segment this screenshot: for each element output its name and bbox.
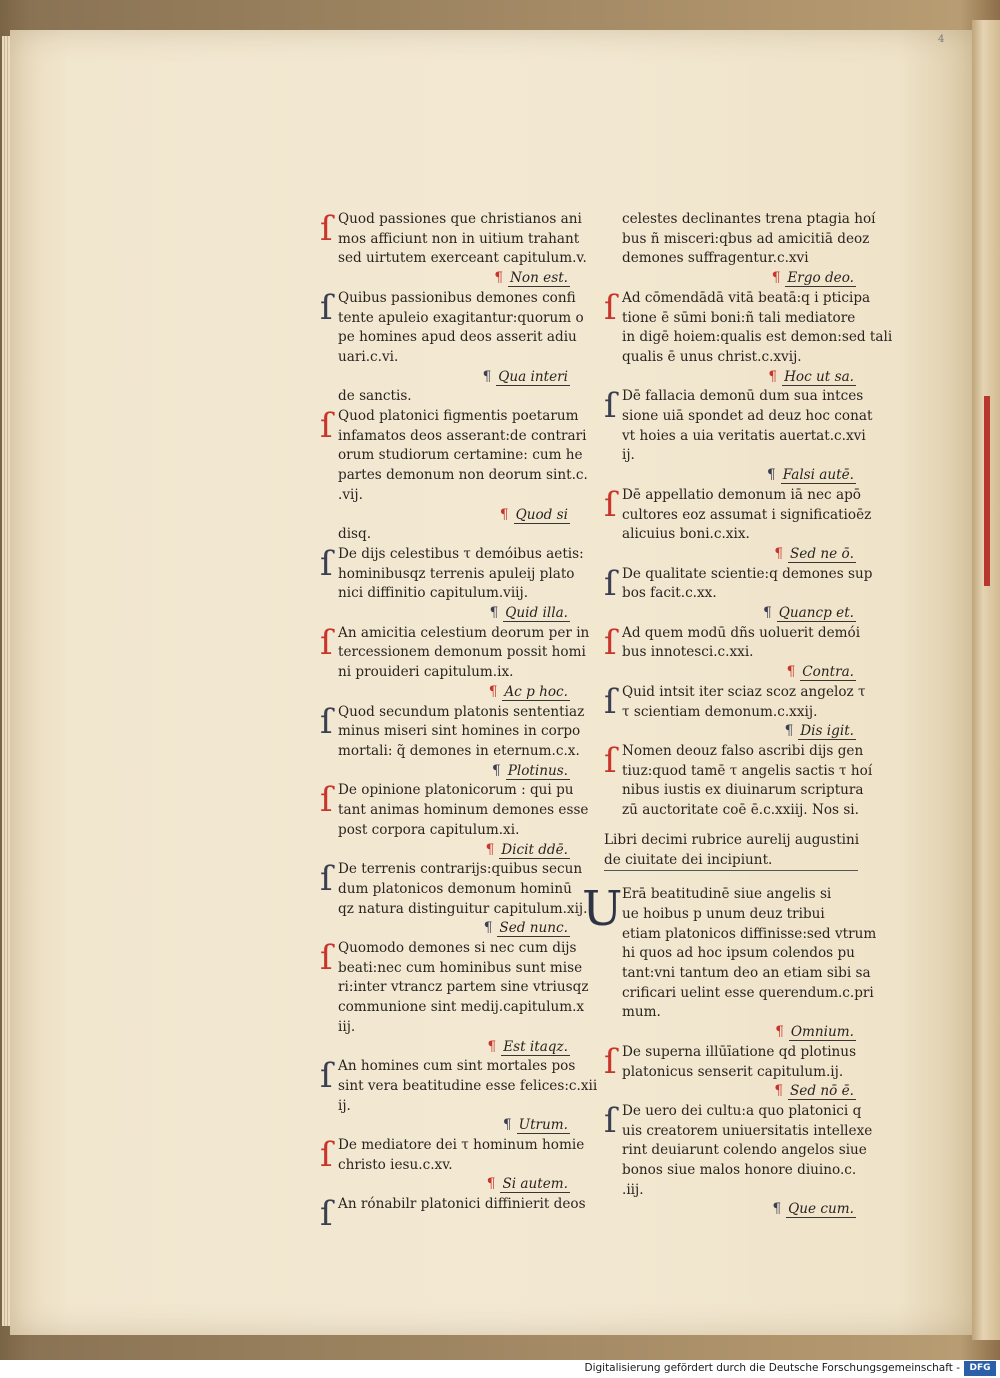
- text-line: iij.: [338, 1018, 356, 1035]
- rubric-entry: [320, 543, 584, 624]
- paragraph-mark-icon: ſ: [320, 543, 333, 584]
- text-line: rint deuiarunt colendo angelos siue: [622, 1142, 867, 1159]
- text-line: tant:vni tantum deo an etiam sibi sa: [622, 965, 871, 982]
- paragraph-mark-icon: ſ: [604, 1100, 617, 1141]
- text-line: bonos siue malos honore diuino.c.: [622, 1162, 857, 1179]
- dfg-logo: DFG: [964, 1361, 996, 1376]
- text-line: Quod secundum platonis sententiaz: [338, 703, 585, 720]
- rubric-entry: [604, 287, 893, 388]
- paragraph-mark-icon: ſ: [320, 1135, 333, 1176]
- text-line: Quid intsit iter sciaz scoz angeloz τ: [622, 683, 866, 700]
- text-line: communione sint medij.capitulum.x: [338, 999, 585, 1016]
- catchword-text: Sed nō ē.: [789, 1083, 854, 1100]
- cue-mark-icon: ¶: [492, 762, 501, 779]
- text-line: ri:inter vtrancz partem sine vtriusqz: [338, 979, 589, 996]
- catchword: [338, 269, 572, 289]
- text-line: De mediatore dei τ hominum homie: [338, 1137, 585, 1154]
- cue-mark-icon: ¶: [772, 1201, 782, 1218]
- text-line: zū auctoritate coē ē.c.xxiij. Nos si.: [622, 802, 859, 819]
- rubric-entry: [320, 780, 589, 860]
- rubric-entry: [320, 406, 588, 545]
- paragraph-mark-icon: ſ: [604, 622, 617, 663]
- catchword: [338, 841, 572, 861]
- paragraph-mark-icon: ſ: [320, 780, 333, 821]
- text-line: mum.: [622, 1004, 661, 1021]
- catchword-text: Plotinus.: [507, 762, 568, 779]
- rubric-entry: [320, 859, 588, 939]
- right-text-column: [582, 210, 893, 1220]
- spacer: [604, 871, 858, 885]
- cue-mark-icon: ¶: [488, 683, 498, 700]
- catchword: [338, 683, 572, 703]
- catchword-text: Qua interi: [498, 368, 568, 385]
- text-line: An homines cum sint mortales pos: [338, 1058, 576, 1075]
- catchword: [338, 604, 572, 624]
- catchword: [622, 1200, 858, 1220]
- text-line: .vij.: [338, 486, 363, 503]
- text-line: sint vera beatitudine esse felices:c.xii: [338, 1077, 598, 1094]
- text-line: nibus iustis ex diuinarum scriptura: [622, 782, 864, 799]
- paragraph-mark-icon: ſ: [604, 1041, 617, 1082]
- catchword-text: Que cum.: [788, 1201, 854, 1218]
- text-line: Ad cōmendādā vitā beatā:q i pticipa: [622, 289, 871, 306]
- cue-mark-icon: ¶: [482, 368, 492, 385]
- text-line: qz natura distinguitur capitulum.xij.: [338, 900, 588, 917]
- rubric-entry: [604, 1100, 873, 1220]
- rubric-entry: [320, 1194, 586, 1235]
- text-line: minus miseri sint homines in corpo: [338, 723, 581, 740]
- text-line: Dē appellatio demonum iā nec apō: [622, 486, 861, 503]
- rubric-entry: [320, 1135, 585, 1195]
- paragraph-mark-icon: ſ: [320, 406, 333, 447]
- paragraph-mark-icon: ſ: [320, 859, 333, 900]
- text-line: Ad quem modū dñs uoluerit demói: [622, 624, 861, 641]
- text-line: An amicitia celestium deorum per in: [338, 624, 590, 641]
- catchword: [338, 1175, 572, 1195]
- paragraph-mark-icon: ſ: [604, 287, 617, 328]
- text-line: pe homines apud deos asserit adiu: [338, 329, 577, 346]
- text-line: celestes declinantes trena ptagia hoí: [622, 211, 876, 227]
- rubric-entry: [604, 1043, 858, 1102]
- catchword-text: Omnium.: [790, 1024, 854, 1041]
- cue-mark-icon: ¶: [763, 605, 772, 622]
- footer-credit: Digitalisierung gefördert durch die Deutsche Forschungsgemeinschaft -: [584, 1362, 960, 1374]
- rubric-entry: [320, 701, 585, 782]
- text-line: bos facit.c.xx.: [622, 585, 717, 602]
- cue-mark-icon: ¶: [784, 723, 794, 740]
- rubric-entry: [320, 209, 587, 289]
- text-line: dum platonicos demonum hominū: [338, 880, 572, 897]
- paragraph-mark-icon: ſ: [604, 740, 617, 781]
- rubric-entry: [320, 287, 584, 407]
- rubric-entry: [604, 622, 861, 683]
- catchword: [622, 466, 858, 486]
- catchword-text: Sed nunc.: [499, 920, 568, 937]
- text-line: De qualitate scientie:q demones sup: [622, 565, 873, 582]
- rubric-entry: [320, 1056, 598, 1136]
- cue-mark-icon: ¶: [771, 270, 781, 287]
- text-line: uis creatorem uniuersitatis intellexe: [622, 1122, 873, 1139]
- text-line: beati:nec cum hominibus sunt mise: [338, 959, 583, 976]
- text-line: τ scientiam demonum.c.xxij.: [622, 703, 818, 720]
- text-line: hominibusqz terrenis apuleij plato: [338, 565, 575, 582]
- text-line: bus innotesci.c.xxi.: [622, 644, 754, 661]
- cue-mark-icon: ¶: [775, 1024, 784, 1041]
- text-line: De dijs celestibus τ demóibus aetis:: [338, 545, 584, 562]
- catchword-text: Falsi autē.: [782, 467, 854, 484]
- text-line: alicuius boni.c.xix.: [622, 526, 750, 543]
- cue-mark-icon: ¶: [483, 920, 493, 937]
- book-heading: [604, 831, 858, 871]
- text-line: Quod platonici figmentis poetarum: [338, 408, 579, 425]
- text-line: Dē fallacia demonū dum sua intces: [622, 388, 864, 405]
- text-line: christo iesu.c.xv.: [338, 1156, 453, 1173]
- cue-mark-icon: ¶: [485, 841, 495, 858]
- catchword: [622, 1082, 858, 1102]
- text-line: platonicus senserit capitulum.ij.: [622, 1063, 844, 1080]
- text-line: tant animas hominum demones esse: [338, 802, 589, 819]
- cue-mark-icon: ¶: [774, 1083, 783, 1100]
- cue-mark-icon: ¶: [487, 1038, 497, 1055]
- paragraph-mark-icon: ſ: [320, 938, 333, 979]
- text-line: tercessionem demonum possit homi: [338, 644, 586, 661]
- catchword: [622, 1023, 858, 1043]
- text-line: in digē hoiem:qualis est demon:sed tali: [622, 329, 893, 346]
- paragraph-mark-icon: ſ: [604, 484, 617, 525]
- catchword-text: Non est.: [510, 270, 568, 287]
- catchword: [338, 506, 572, 526]
- text-line: etiam platonicos diffinisse:sed vtrum: [622, 925, 877, 942]
- text-line: An rónabilr platonici diffinierit deos: [338, 1196, 586, 1213]
- paragraph-mark-icon: ſ: [604, 681, 617, 722]
- text-line: hi quos ad hoc ipsum colendos pu: [622, 945, 855, 962]
- catchword: [338, 919, 572, 939]
- text-line: De superna illūīatione qd plotinus: [622, 1043, 857, 1060]
- text-line: Erā beatitudinē siue angelis si: [622, 886, 832, 903]
- paragraph-mark-icon: ſ: [320, 622, 333, 663]
- catchword-text: Hoc ut sa.: [784, 368, 854, 385]
- catchword-text: Ac p hoc.: [504, 683, 568, 700]
- paragraph-mark-icon: ſ: [320, 1194, 333, 1235]
- paragraph-mark-icon: ſ: [320, 287, 333, 328]
- text-line: Quomodo demones si nec cum dijs: [338, 940, 577, 957]
- text-line: tente apuleio exagitantur:quorum o: [338, 309, 584, 326]
- text-line: .iij.: [622, 1181, 644, 1198]
- text-line: ue hoibus p unum deuz tribui: [622, 905, 825, 922]
- page-edges-right: [972, 20, 1000, 1340]
- text-line: crificari uelint esse querendum.c.pri: [622, 984, 874, 1001]
- text-line: Quod passiones que christianos ani: [338, 211, 582, 227]
- text-line: sed uirtutem exerceant capitulum.v.: [338, 250, 587, 267]
- catchword-text: Contra.: [802, 664, 854, 681]
- cue-mark-icon: ¶: [786, 664, 796, 681]
- cue-mark-icon: ¶: [767, 467, 776, 484]
- rubric-entry: [320, 938, 589, 1057]
- text-line: De uero dei cultu:a quo platonici q: [622, 1102, 862, 1119]
- text-line: De opinione platonicorum : qui pu: [338, 782, 574, 799]
- catchword: [338, 762, 572, 782]
- catchword: [622, 545, 858, 565]
- catchword-text: Sed ne ō.: [789, 545, 854, 562]
- text-line: ij.: [622, 447, 635, 464]
- catchword: [622, 269, 858, 289]
- catchword: [622, 368, 858, 388]
- paragraph-mark-icon: ſ: [604, 563, 617, 604]
- text-line: orum studiorum certamine: cum he: [338, 447, 583, 464]
- catchword: [338, 1038, 572, 1058]
- rubric-entry: [604, 484, 872, 565]
- text-line: infamatos deos asserant:de contrari: [338, 427, 587, 444]
- decorated-initial-icon: U: [582, 881, 623, 938]
- text-line: qualis ē unus christ.c.xvij.: [622, 348, 802, 365]
- catchword-text: Est itaqz.: [503, 1038, 568, 1055]
- text-line: nici diffinitio capitulum.viij.: [338, 585, 529, 602]
- cue-mark-icon: ¶: [486, 1176, 496, 1193]
- rubric-entry: [604, 681, 866, 742]
- rubric-entry: [604, 740, 873, 821]
- heading-line: Libri decimi rubrice aurelij augustini: [604, 831, 860, 848]
- rubric-entry: [604, 563, 873, 624]
- text-line: disq.: [338, 526, 372, 543]
- text-line: post corpora capitulum.xi.: [338, 821, 520, 838]
- text-line: sione uiā spondet ad deuz hoc conat: [622, 408, 873, 425]
- catchword-text: Quid illa.: [505, 605, 568, 622]
- text-line: tiuz:quod tamē τ angelis sactis τ hoí: [622, 762, 873, 779]
- text-line: mortali: q̃ demones in eternum.c.x.: [338, 742, 580, 759]
- text-line: vt hoies a uia veritatis auertat.c.xvi: [622, 427, 866, 444]
- catchword-text: Ergo deo.: [787, 270, 854, 287]
- catchword: [622, 604, 858, 624]
- text-line: Quibus passionibus demones confi: [338, 289, 576, 306]
- page-mark: 4: [938, 34, 945, 45]
- text-line: De terrenis contrarijs:quibus secun: [338, 861, 583, 878]
- text-line: tione ē sūmi boni:ñ tali mediatore: [622, 309, 856, 326]
- red-tab-marker: [984, 396, 990, 586]
- text-line: de sanctis.: [338, 388, 412, 405]
- cue-mark-icon: ¶: [489, 605, 499, 622]
- cue-mark-icon: ¶: [502, 1117, 512, 1134]
- heading-line: de ciuitate dei incipiunt.: [604, 851, 773, 868]
- paragraph-mark-icon: ſ: [320, 1056, 333, 1097]
- text-line: Nomen deouz falso ascribi dijs gen: [622, 742, 864, 759]
- cue-mark-icon: ¶: [494, 270, 504, 287]
- catchword: [622, 663, 858, 683]
- catchword-text: Si autem.: [502, 1176, 568, 1193]
- text-line: partes demonum non deorum sint.c.: [338, 467, 588, 484]
- catchword-text: Dis igit.: [800, 723, 854, 740]
- text-line: mos afficiunt non in uitium trahant: [338, 230, 580, 247]
- paragraph-mark-icon: ſ: [320, 209, 333, 249]
- left-text-column: [320, 209, 598, 1235]
- rubric-entry: [582, 881, 877, 1043]
- rubric-entry: [604, 210, 876, 289]
- text-line: ni prouideri capitulum.ix.: [338, 664, 514, 681]
- catchword-text: Utrum.: [518, 1117, 568, 1134]
- rubric-entry: [320, 622, 590, 703]
- text-line: ij.: [338, 1097, 351, 1114]
- catchword-text: Quod si: [515, 506, 568, 523]
- catchword: [338, 368, 572, 388]
- cue-mark-icon: ¶: [768, 368, 778, 385]
- paragraph-mark-icon: ſ: [604, 386, 617, 427]
- paragraph-mark-icon: ſ: [320, 701, 333, 742]
- rubric-entry: [604, 386, 873, 486]
- cue-mark-icon: ¶: [499, 506, 509, 523]
- text-line: demones suffragentur.c.xvi: [622, 250, 809, 267]
- catchword: [622, 722, 858, 742]
- catchword-text: Quancp et.: [778, 605, 854, 622]
- catchword: [338, 1116, 572, 1136]
- cue-mark-icon: ¶: [774, 545, 783, 562]
- text-line: uari.c.vi.: [338, 348, 399, 365]
- text-line: bus ñ misceri:qbus ad amicitiā deoz: [622, 230, 870, 247]
- text-line: cultores eoz assumat i significatioēz: [622, 506, 872, 523]
- catchword-text: Dicit ddē.: [501, 841, 568, 858]
